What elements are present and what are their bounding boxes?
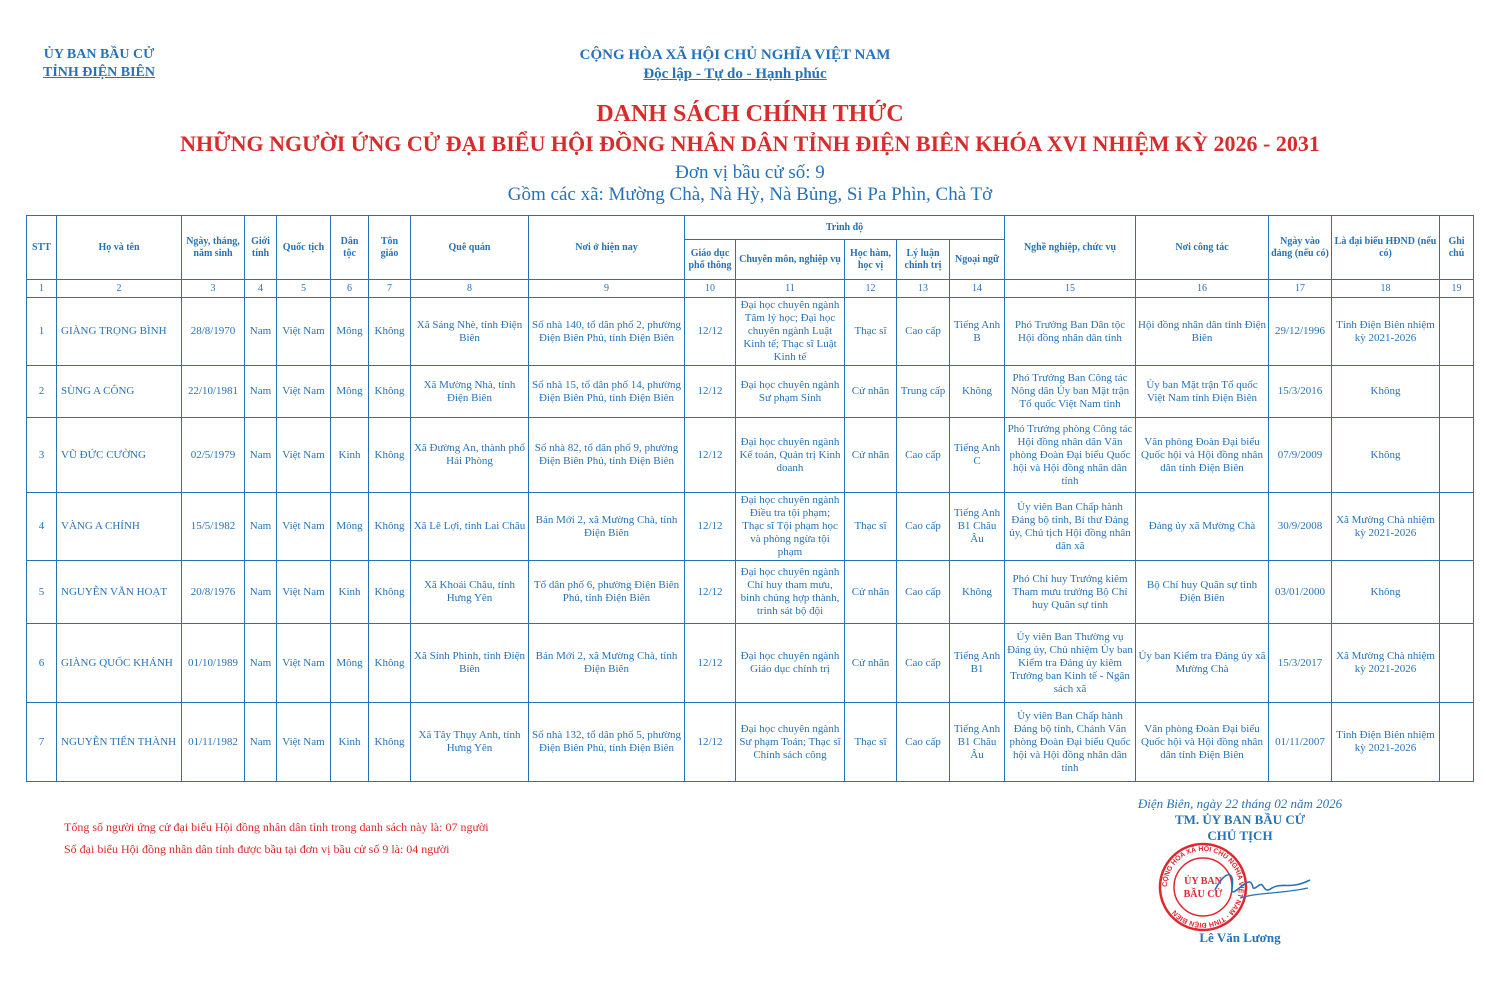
country-name: CỘNG HÒA XÃ HỘI CHỦ NGHĨA VIỆT NAM [579,47,891,63]
cell-notes [1440,703,1474,782]
cell-hometown: Xã Sáng Nhè, tỉnh Điện Biên [411,298,529,366]
cell-gender: Nam [245,298,277,366]
table-row [27,366,1474,418]
cell-workplace: Ủy ban Kiểm tra Đảng ủy xã Mường Chà [1136,624,1269,703]
cell-politics: Cao cấp [897,561,950,624]
header-residence: Nơi ở hiện nay [529,216,685,280]
cell-general-edu: 12/12 [685,703,736,782]
cell-stt: 4 [27,493,57,561]
cell-occupation: Phó Trưởng Ban Dân tộc Hội đồng nhân dân tỉnh [1005,298,1136,366]
cell-name: GIÀNG QUỐC KHÁNH [57,624,182,703]
column-number: 14 [950,280,1005,298]
cell-stt: 7 [27,703,57,782]
cell-gender: Nam [245,624,277,703]
cell-name: NGUYỄN TIẾN THÀNH [57,703,182,782]
column-number: 3 [182,280,245,298]
column-number: 13 [897,280,950,298]
cell-party-date: 30/9/2008 [1269,493,1332,561]
cell-specialty: Đại học chuyên ngành Tâm lý học; Đại học chuyên ngành Luật Kinh tế; Thạc sĩ Luật Kinh tế [736,298,845,366]
cell-hometown: Xã Lê Lợi, tỉnh Lai Châu [411,493,529,561]
column-number: 12 [845,280,897,298]
header-specialty: Chuyên môn, nghiệp vụ [736,240,845,280]
cell-party-date: 15/3/2016 [1269,366,1332,418]
cell-dob: 28/8/1970 [182,298,245,366]
seal-center-line1: ỦY BAN [1184,876,1222,887]
table-row [27,561,1474,624]
signing-organization: TM. ỦY BAN BẦU CỬ [1174,812,1306,827]
cell-politics: Trung cấp [897,366,950,418]
issuing-authority [24,46,174,82]
cell-notes [1440,561,1474,624]
cell-notes [1440,418,1474,493]
table-row [27,493,1474,561]
cell-notes [1440,624,1474,703]
cell-workplace: Văn phòng Đoàn Đại biểu Quốc hội và Hội đồng nhân dân tỉnh Điện Biên [1136,703,1269,782]
cell-degree: Thạc sĩ [845,493,897,561]
cell-name: SÙNG A CÔNG [57,366,182,418]
candidates-table [26,215,1474,782]
cell-workplace: Văn phòng Đoàn Đại biểu Quốc hội và Hội đồng nhân dân tỉnh Điện Biên [1136,418,1269,493]
cell-degree: Cử nhân [845,366,897,418]
header-education-group: Trình độ [685,216,1005,240]
cell-specialty: Đại học chuyên ngành Giáo dục chính trị [736,624,845,703]
cell-dob: 20/8/1976 [182,561,245,624]
candidates-table-body [27,298,1474,782]
cell-nationality: Việt Nam [277,561,331,624]
header-name: Họ và tên [57,216,182,280]
cell-general-edu: 12/12 [685,624,736,703]
table-row [27,624,1474,703]
column-number: 2 [57,280,182,298]
cell-religion: Không [369,561,411,624]
cell-occupation: Phó Chỉ huy Trưởng kiêm Tham mưu trưởng Bộ Chỉ huy Quân sự tỉnh [1005,561,1136,624]
cell-stt: 2 [27,366,57,418]
issuing-authority-line2: TỈNH ĐIỆN BIÊN [42,65,156,80]
cell-general-edu: 12/12 [685,366,736,418]
cell-name: NGUYỄN VĂN HOẠT [57,561,182,624]
cell-ethnicity: Mông [331,493,369,561]
cell-specialty: Đại học chuyên ngành Sư phạm Toán; Thạc sĩ Chính sách công [736,703,845,782]
cell-general-edu: 12/12 [685,493,736,561]
issuing-authority-line1: ỦY BAN BẦU CỬ [43,47,155,62]
cell-language: Không [950,366,1005,418]
cell-occupation: Phó Trưởng Ban Công tác Nông dân Ủy ban Mặt trận Tổ quốc Việt Nam tỉnh [1005,366,1136,418]
cell-delegate: Không [1332,561,1440,624]
cell-occupation: Ủy viên Ban Thường vụ Đảng ủy, Chủ nhiệm Ủy ban Kiểm tra Đảng ủy kiêm Trưởng ban Kinh tế - Ngân sách xã [1005,624,1136,703]
header-stt: STT [27,216,57,280]
cell-general-edu: 12/12 [685,561,736,624]
cell-degree: Thạc sĩ [845,703,897,782]
cell-name: VÀNG A CHÍNH [57,493,182,561]
cell-politics: Cao cấp [897,493,950,561]
column-number: 4 [245,280,277,298]
column-number: 9 [529,280,685,298]
cell-dob: 22/10/1981 [182,366,245,418]
table-row [27,418,1474,493]
column-number: 8 [411,280,529,298]
cell-stt: 3 [27,418,57,493]
cell-ethnicity: Mông [331,624,369,703]
column-number: 6 [331,280,369,298]
cell-delegate: Xã Mường Chà nhiệm kỳ 2021-2026 [1332,493,1440,561]
table-row [27,298,1474,366]
cell-notes [1440,298,1474,366]
cell-politics: Cao cấp [897,298,950,366]
cell-workplace: Đảng ủy xã Mường Chà [1136,493,1269,561]
cell-ethnicity: Mông [331,366,369,418]
column-number: 11 [736,280,845,298]
cell-dob: 01/10/1989 [182,624,245,703]
document-title: DANH SÁCH CHÍNH THỨC [596,101,904,127]
cell-nationality: Việt Nam [277,624,331,703]
cell-specialty: Đại học chuyên ngành Điều tra tội phạm; Thạc sĩ Tội phạm học và phòng ngừa tội phạm [736,493,845,561]
column-number: 7 [369,280,411,298]
cell-degree: Thạc sĩ [845,298,897,366]
column-number: 17 [1269,280,1332,298]
signer-title: CHỦ TỊCH [1207,828,1273,843]
cell-dob: 01/11/1982 [182,703,245,782]
cell-nationality: Việt Nam [277,418,331,493]
motto: Độc lập - Tự do - Hạnh phúc [643,66,827,82]
cell-delegate: Tỉnh Điện Biên nhiệm kỳ 2021-2026 [1332,703,1440,782]
column-number-row [27,280,1474,298]
cell-party-date: 15/3/2017 [1269,624,1332,703]
cell-nationality: Việt Nam [277,366,331,418]
header-dob: Ngày, tháng, năm sinh [182,216,245,280]
cell-politics: Cao cấp [897,703,950,782]
column-number: 19 [1440,280,1474,298]
header-party-date: Ngày vào đảng (nếu có) [1269,216,1332,280]
cell-party-date: 29/12/1996 [1269,298,1332,366]
cell-degree: Cử nhân [845,561,897,624]
header-hometown: Quê quán [411,216,529,280]
header-degree: Học hàm, học vị [845,240,897,280]
column-number: 16 [1136,280,1269,298]
cell-residence: Bản Mới 2, xã Mường Chà, tỉnh Điện Biên [529,493,685,561]
cell-stt: 6 [27,624,57,703]
cell-residence: Bản Mới 2, xã Mường Chà, tỉnh Điện Biên [529,624,685,703]
cell-residence: Số nhà 140, tổ dân phố 2, phường Điện Biên Phủ, tỉnh Điện Biên [529,298,685,366]
cell-degree: Cử nhân [845,418,897,493]
header-gender: Giới tính [245,216,277,280]
cell-language: Không [950,561,1005,624]
cell-occupation: Ủy viên Ban Chấp hành Đảng bộ tỉnh, Chánh Văn phòng Đoàn Đại biểu Quốc hội và Hội đồng nhân dân tỉnh [1005,703,1136,782]
cell-politics: Cao cấp [897,418,950,493]
column-number: 10 [685,280,736,298]
cell-party-date: 01/11/2007 [1269,703,1332,782]
cell-language: Tiếng Anh B1 [950,624,1005,703]
cell-religion: Không [369,703,411,782]
column-number: 5 [277,280,331,298]
communes-list: Gồm các xã: Mường Chà, Nà Hỳ, Nà Bủng, Si Pa Phìn, Chà Tở [507,184,993,205]
cell-language: Tiếng Anh B [950,298,1005,366]
cell-specialty: Đại học chuyên ngành Sư phạm Sinh [736,366,845,418]
cell-notes [1440,366,1474,418]
table-row [27,703,1474,782]
cell-religion: Không [369,366,411,418]
header-occupation: Nghề nghiệp, chức vụ [1005,216,1136,280]
cell-delegate: Không [1332,366,1440,418]
cell-general-edu: 12/12 [685,298,736,366]
cell-nationality: Việt Nam [277,493,331,561]
cell-language: Tiếng Anh C [950,418,1005,493]
cell-language: Tiếng Anh B1 Châu Âu [950,703,1005,782]
cell-ethnicity: Kinh [331,703,369,782]
cell-hometown: Xã Sính Phình, tỉnh Điện Biên [411,624,529,703]
column-number: 15 [1005,280,1136,298]
seal-ring-text: CỘNG HÒA XÃ HỘI CHỦ NGHĨA VIỆT NAM · TỈNH ĐIỆN BIÊN [1161,845,1245,929]
cell-delegate: Không [1332,418,1440,493]
national-motto [520,46,950,84]
electoral-unit: Đơn vị bầu cử số: 9 [675,162,825,183]
cell-general-edu: 12/12 [685,418,736,493]
cell-notes [1440,493,1474,561]
cell-religion: Không [369,624,411,703]
cell-residence: Số nhà 132, tổ dân phố 5, phường Điện Biên Phủ, tỉnh Điện Biên [529,703,685,782]
cell-gender: Nam [245,703,277,782]
cell-hometown: Xã Khoái Châu, tỉnh Hưng Yên [411,561,529,624]
cell-language: Tiếng Anh B1 Châu Âu [950,493,1005,561]
cell-occupation: Ủy viên Ban Chấp hành Đảng bộ tỉnh, Bí thư Đảng ủy, Chủ tịch Hội đồng nhân dân xã [1005,493,1136,561]
cell-residence: Số nhà 15, tổ dân phố 14, phường Điện Biên Phủ, tỉnh Điện Biên [529,366,685,418]
cell-nationality: Việt Nam [277,298,331,366]
cell-delegate: Xã Mường Chà nhiệm kỳ 2021-2026 [1332,624,1440,703]
cell-workplace: Ủy ban Mặt trận Tổ quốc Việt Nam tỉnh Điện Biên [1136,366,1269,418]
cell-specialty: Đại học chuyên ngành Chỉ huy tham mưu, binh chủng hợp thành, trinh sát bộ đội [736,561,845,624]
cell-religion: Không [369,298,411,366]
cell-stt: 5 [27,561,57,624]
header-language: Ngoại ngữ [950,240,1005,280]
cell-delegate: Tỉnh Điện Biên nhiệm kỳ 2021-2026 [1332,298,1440,366]
cell-hometown: Xã Đường An, thành phố Hải Phòng [411,418,529,493]
cell-ethnicity: Kinh [331,418,369,493]
cell-degree: Cử nhân [845,624,897,703]
cell-party-date: 03/01/2000 [1269,561,1332,624]
cell-nationality: Việt Nam [277,703,331,782]
cell-gender: Nam [245,561,277,624]
cell-name: VŨ ĐỨC CƯỜNG [57,418,182,493]
cell-occupation: Phó Trưởng phòng Công tác Hội đồng nhân dân Văn phòng Đoàn Đại biểu Quốc hội và Hội đồng nhân dân tỉnh [1005,418,1136,493]
cell-dob: 15/5/1982 [182,493,245,561]
header-nationality: Quốc tịch [277,216,331,280]
cell-politics: Cao cấp [897,624,950,703]
document-subtitle: NHỮNG NGƯỜI ỨNG CỬ ĐẠI BIỂU HỘI ĐỒNG NHÂN DÂN TỈNH ĐIỆN BIÊN KHÓA XVI NHIỆM KỲ 2026 - 2031 [180,131,1320,156]
cell-hometown: Xã Tây Thụy Anh, tỉnh Hưng Yên [411,703,529,782]
header-politics: Lý luận chính trị [897,240,950,280]
cell-name: GIÀNG TRỌNG BÌNH [57,298,182,366]
signature-scribble-icon [1210,860,1320,910]
cell-residence: Số nhà 82, tổ dân phố 9, phường Điện Biên Phủ, tỉnh Điện Biên [529,418,685,493]
cell-workplace: Hội đồng nhân dân tỉnh Điện Biên [1136,298,1269,366]
cell-residence: Tổ dân phố 6, phường Điện Biên Phủ, tỉnh Điện Biên [529,561,685,624]
header-delegate: Là đại biểu HĐND (nếu có) [1332,216,1440,280]
seal-center-line2: BẦU CỬ [1183,889,1223,900]
header-general-edu: Giáo dục phổ thông [685,240,736,280]
cell-gender: Nam [245,418,277,493]
cell-gender: Nam [245,493,277,561]
signer-name: Lê Văn Lương [1199,930,1281,945]
total-candidates-note: Tổng số người ứng cử đại biểu Hội đồng nhân dân tỉnh trong danh sách này là: 07 người [64,820,489,834]
cell-religion: Không [369,418,411,493]
cell-religion: Không [369,493,411,561]
cell-specialty: Đại học chuyên ngành Kế toán, Quản trị Kinh doanh [736,418,845,493]
header-ethnicity: Dân tộc [331,216,369,280]
cell-ethnicity: Mông [331,298,369,366]
header-notes: Ghi chú [1440,216,1474,280]
cell-gender: Nam [245,366,277,418]
cell-workplace: Bộ Chỉ huy Quân sự tỉnh Điện Biên [1136,561,1269,624]
header-religion: Tôn giáo [369,216,411,280]
cell-ethnicity: Kinh [331,561,369,624]
cell-hometown: Xã Mường Nhà, tỉnh Điện Biên [411,366,529,418]
column-number: 1 [27,280,57,298]
signing-date: Điện Biên, ngày 22 tháng 02 năm 2026 [1137,796,1343,811]
seats-note: Số đại biểu Hội đồng nhân dân tỉnh được bầu tại đơn vị bầu cử số 9 là: 04 người [64,842,450,856]
cell-party-date: 07/9/2009 [1269,418,1332,493]
cell-dob: 02/5/1979 [182,418,245,493]
header-workplace: Nơi công tác [1136,216,1269,280]
cell-stt: 1 [27,298,57,366]
column-number: 18 [1332,280,1440,298]
